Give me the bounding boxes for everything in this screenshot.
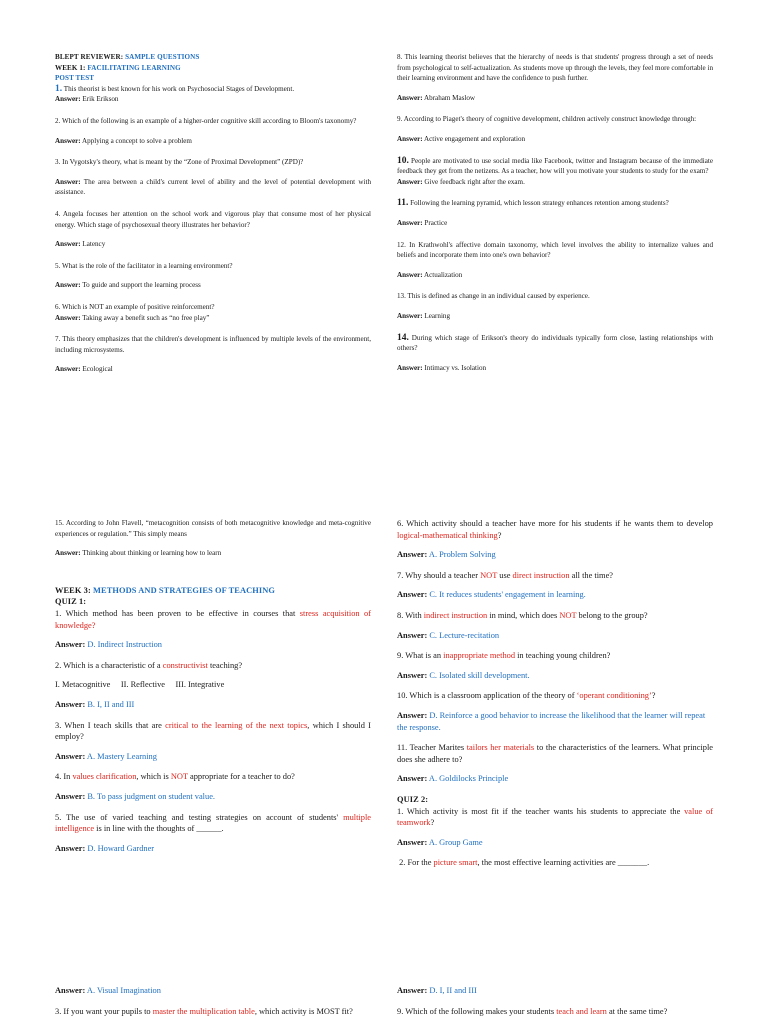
page2-right-column (397, 518, 713, 877)
w3-question-9: 9. What is an inappropriate method in teaching young children? Answer: C. Isolated skill development. (397, 651, 611, 680)
question-7: 7. This theory emphasizes that the children's development is influenced by multiple levels of the environment, including microsystems. Answer: Ecological (55, 335, 371, 374)
quiz2-heading: QUIZ 2: (397, 794, 429, 804)
question-5: 5. What is the role of the facilitator in a learning environment? Answer: To guide and support the learning process (55, 261, 233, 290)
w3-question-11: 11. Teacher Marites tailors her materials to the characteristics of the learners. What principle does she adhere to? Answer: A. Goldilocks Principle (397, 743, 713, 784)
question-9: 9. According to Piaget's theory of cognitive development, children actively construct knowledge through: Answer: Active engagement and exploration (397, 115, 697, 143)
page1-left-column (55, 52, 371, 386)
quiz2-question-2: 2. For the picture smart, the most effective learning activities are _______. (399, 858, 650, 868)
week1-heading: WEEK 1: FACILITATING LEARNING (55, 63, 181, 72)
question-11: 11. Following the learning pyramid, which lesson strategy enhances retention among students? Answer: Practice (397, 198, 669, 227)
question-4: 4. Angela focuses her attention on the school work and vigorous play that consume most of her physical energy. Which stage of psychosexual theory illustrates her behavior? Answer: Latency (55, 209, 371, 249)
post-test-heading: POST TEST (55, 74, 95, 83)
w3-question-6: 6. Which activity should a teacher have more for his students if he wants them to develop logical-mathematical thinking? Answer: A. Problem Solving (397, 519, 713, 560)
page3-left-column: Answer: A. Visual Imagination 3. If you want your pupils to master the multiplication table, which activity is MOST fit? (55, 986, 353, 1016)
page1-right-column (397, 52, 713, 384)
quiz1-heading: QUIZ 1: (55, 597, 87, 607)
w3-question-3: 3. When I teach skills that are critical to the learning of the next topics, which I should I employ? Answer: A. Mastery Learning (55, 720, 371, 761)
question-6: 6. Which is NOT an example of positive reinforcement? Answer: Taking away a benefit such as “no free play” (55, 302, 215, 322)
question-1: 1. This theorist is best known for his work on Psychosocial Stages of Development. Answer: Erik Erikson (55, 83, 295, 104)
question-15: 15. According to John Flavell, “metacognition consists of both metacognitive knowledge and meta-cognitive experiences or regulation.” This simply means Answer: Thinking about thinking or learning how to learn (55, 519, 371, 558)
w3-question-1: 1. Which method has been proven to be effective in courses that stress acquisition of knowledge? Answer: D. Indirect Instruction (55, 608, 371, 650)
question-2: 2. Which of the following is an example of a higher-order cognitive skill according to Bloom's taxonomy? Answer: Applying a concept to solve a problem (55, 116, 357, 145)
question-8: 8. This learning theorist believes that the hierarchy of needs is that students' progress through a set of needs from psychological to self-actualization. As students move up through the levels, they feel more comfortable in their learning environment and have the confidence to push further. Answer: Abraham Maslow (397, 53, 713, 102)
quiz2-question-1: 1. Which activity is most fit if the teacher wants his students to appreciate the value of teamwork? Answer: A. Group Game (397, 806, 713, 847)
question-13: 13. This is defined as change in an individual caused by experience. Answer: Learning (397, 292, 590, 320)
w3-question-10: 10. Which is a classroom application of the theory of ‘operant conditioning’? Answer: D. Reinforce a good behavior to increase the likelihood that the learner will repeat the response. (397, 691, 706, 732)
question-14: 14. During which stage of Erikson's theory do individuals typically form close, lasting relationships with others? Answer: Intimacy vs. Isolation (397, 332, 713, 372)
question-10: 10. People are motivated to use social media like Facebook, twitter and Instagram because of the immediate feedback they get from the netizens. As a teacher, how will you motivate your students to study for the exam? Answer: Give feedback right after the exam. (397, 155, 713, 186)
question-3: 3. In Vygotsky's theory, what is meant by the “Zone of Proximal Development” (ZPD)? Answer: The area between a child's current level of ability and the level of potential development with assistance. (55, 158, 371, 197)
reviewer-title: BLEPT REVIEWER: SAMPLE QUESTIONS (55, 53, 200, 61)
w3-question-5: 5. The use of varied teaching and testing strategies on account of students' multiple intelligence is in line with the thoughts of ______. Answer: D. Howard Gardner (55, 812, 371, 853)
page3-right-column: Answer: D. I, II and III 9. Which of the following makes your students teach and learn at the same time? (397, 986, 668, 1016)
question-12: 12. In Krathwohl's affective domain taxonomy, which level involves the ability to internalize values and beliefs and incorporate them into one's own behavior? Answer: Actualization (397, 240, 713, 279)
w3-question-7: 7. Why should a teacher NOT use direct instruction all the time? Answer: C. It reduces students' engagement in learning. (397, 570, 614, 600)
page2-left-column (55, 518, 371, 863)
w3-question-4: 4. In values clarification, which is NOT appropriate for a teacher to do? Answer: B. To pass judgment on student value. (55, 772, 295, 801)
w3-question-8: 8. With indirect instruction in mind, which does NOT belong to the group? Answer: C. Lecture-recitation (397, 610, 648, 640)
w3-question-2: 2. Which is a characteristic of a constructivist teaching? I. Metacognitive II. Reflective III. Integrative Answer: B. I, II and III (55, 660, 371, 711)
options-list: I. Metacognitive II. Reflective III. Integrative (55, 680, 225, 690)
week3-heading: WEEK 3: METHODS AND STRATEGIES OF TEACHING (55, 585, 275, 595)
